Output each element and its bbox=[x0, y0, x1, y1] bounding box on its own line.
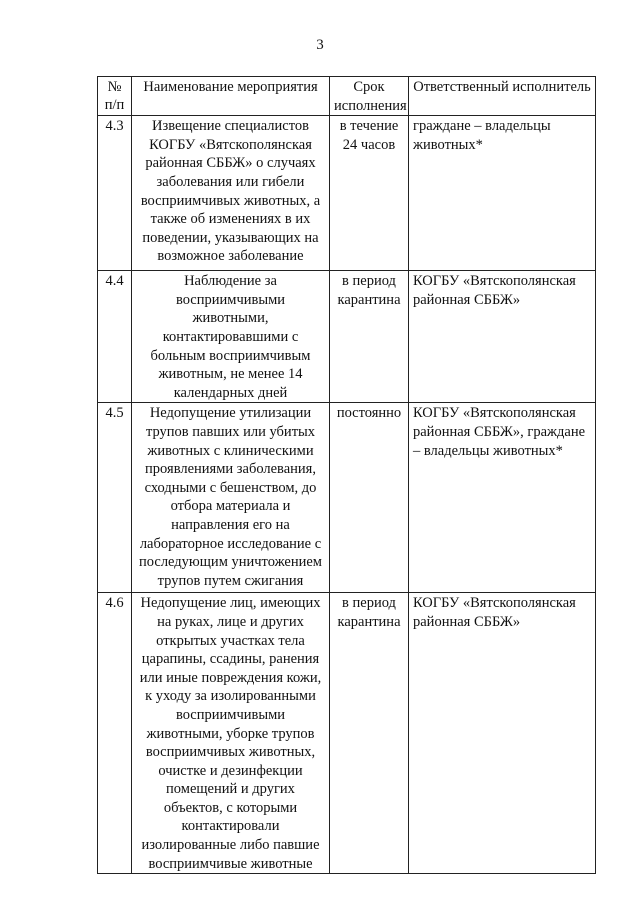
table-header-row bbox=[98, 77, 596, 116]
row-term: в период карантина bbox=[330, 593, 409, 874]
row-num: 4.6 bbox=[98, 593, 132, 874]
header-term: Срок исполнения bbox=[330, 77, 409, 116]
table-row bbox=[98, 593, 596, 874]
header-num: № п/п bbox=[98, 77, 132, 116]
row-term: в течение 24 часов bbox=[330, 116, 409, 271]
row-measure: Наблюдение за восприимчивыми животными, контактировавшими с больным восприимчивым животным, не менее 14 календарных дней bbox=[132, 271, 330, 403]
row-term: постоянно bbox=[330, 403, 409, 593]
row-measure: Недопущение лиц, имеющих на руках, лице и других открытых участках тела царапины, ссадины, ранения или иные повреждения кожи, к уходу за изолированными восприимчивыми животными, уборке трупов восприимчивых животных, очистке и дезинфекции помещений и других объектов, с которыми контактировали изолированные либо павшие восприимчивые животные bbox=[132, 593, 330, 874]
table-row bbox=[98, 403, 596, 593]
table-row bbox=[98, 271, 596, 403]
measures-table bbox=[97, 76, 596, 874]
row-responsible: КОГБУ «Вятскополянская районная СББЖ» bbox=[409, 593, 596, 874]
header-responsible: Ответственный исполнитель bbox=[409, 77, 596, 116]
row-measure: Недопущение утилизации трупов павших или убитых животных с клиническими проявлениями заболевания, сходными с бешенством, до отбора материала и направления его на лабораторное исследование с последующим уничтожением трупов путем сжигания bbox=[132, 403, 330, 593]
row-num: 4.3 bbox=[98, 116, 132, 271]
row-measure: Извещение специалистов КОГБУ «Вятскополянская районная СББЖ» о случаях заболевания или гибели восприимчивых животных, а также об изменениях в их поведении, указывающих на возможное заболевание bbox=[132, 116, 330, 271]
table-row bbox=[98, 116, 596, 271]
row-responsible: КОГБУ «Вятскополянская районная СББЖ», граждане – владельцы животных* bbox=[409, 403, 596, 593]
row-num: 4.5 bbox=[98, 403, 132, 593]
row-term: в период карантина bbox=[330, 271, 409, 403]
row-responsible: граждане – владельцы животных* bbox=[409, 116, 596, 271]
header-name: Наименование мероприятия bbox=[132, 77, 330, 116]
page-number: 3 bbox=[316, 37, 324, 53]
row-responsible: КОГБУ «Вятскополянская районная СББЖ» bbox=[409, 271, 596, 403]
row-num: 4.4 bbox=[98, 271, 132, 403]
